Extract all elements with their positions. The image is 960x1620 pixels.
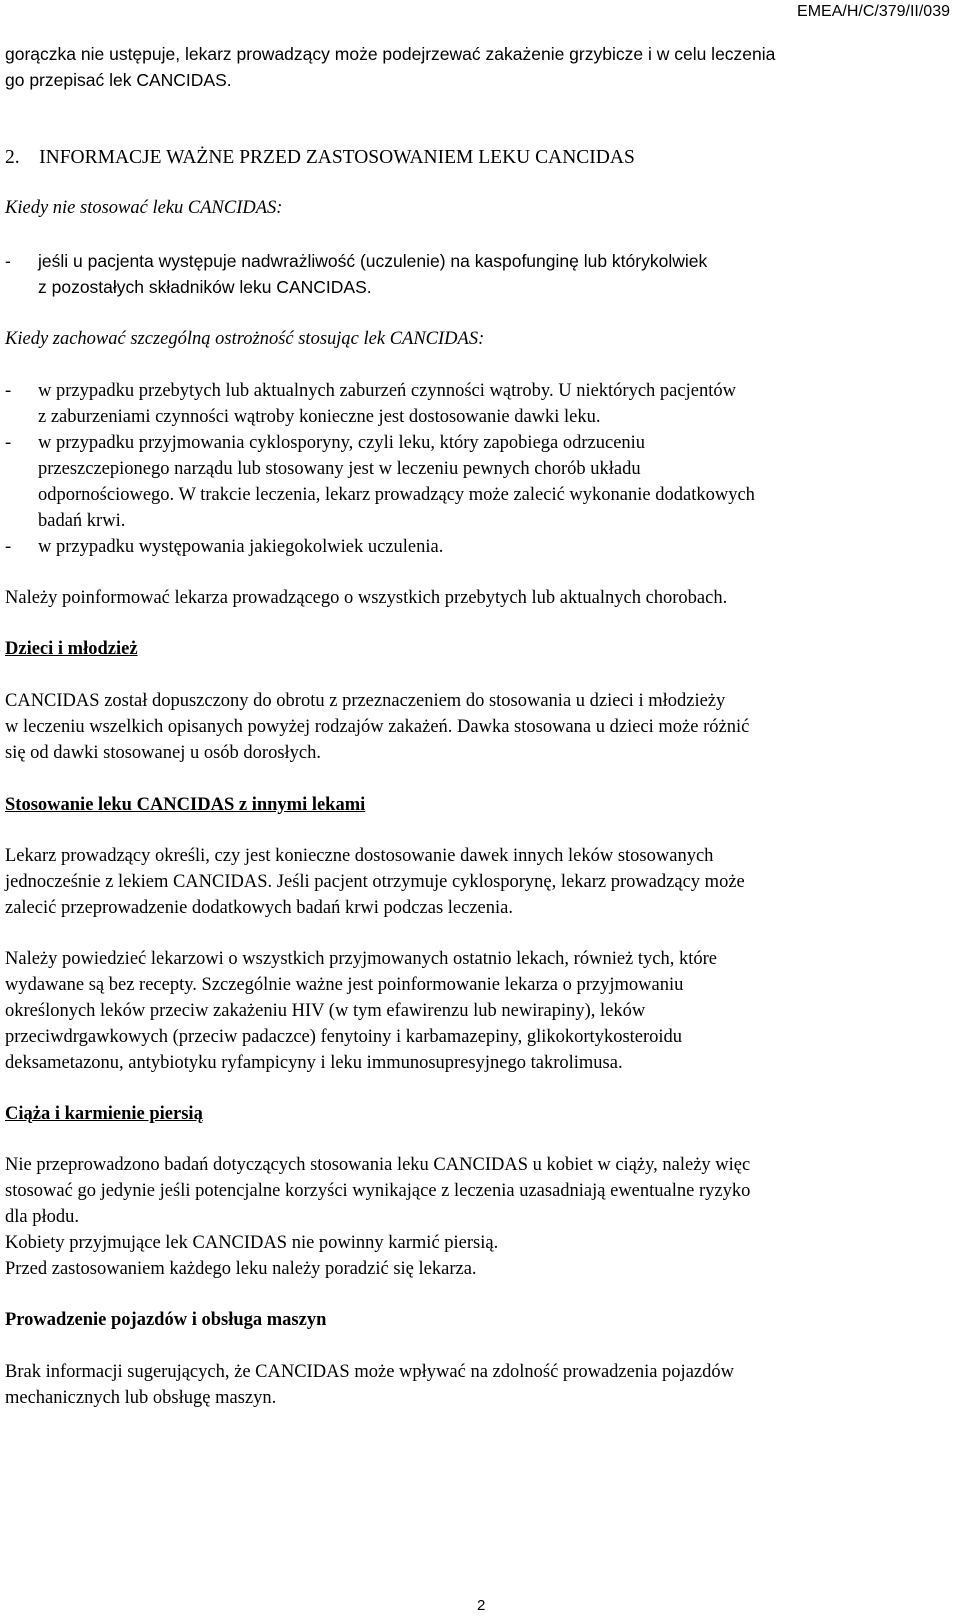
text-line: wydawane są bez recepty. Szczególnie ważne jest poinformowanie lekarza o przyjmowaniu <box>5 975 684 995</box>
text-line: z zaburzeniami czynności wątroby konieczne jest dostosowanie dawki leku. <box>38 407 601 427</box>
caution-list <box>5 378 940 560</box>
list-item <box>5 248 940 300</box>
interactions-paragraph-1 <box>5 843 940 921</box>
list-dash: - <box>5 251 11 271</box>
list-item-text <box>38 534 940 560</box>
document-reference: EMEA/H/C/379/II/039 <box>797 3 950 20</box>
text-line: zalecić przeprowadzenie dodatkowych badań krwi podczas leczenia. <box>5 898 513 918</box>
text-line: go przepisać lek CANCIDAS. <box>5 70 232 90</box>
text-line: Lekarz prowadzący określi, czy jest konieczne dostosowanie dawek innych leków stosowanych <box>5 846 714 866</box>
text-line: przeciwdrgawkowych (przeciw padaczce) fenytoiny i karbamazepiny, glikokortykosteroidu <box>5 1027 683 1047</box>
text-line: określonych leków przeciw zakażeniu HIV (w tym efawirenzu lub newirapiny), leków <box>5 1001 646 1021</box>
text-line: w leczeniu wszelkich opisanych powyżej rodzajów zakażeń. Dawka stosowana u dzieci może różnić <box>5 717 750 737</box>
pregnancy-heading: Ciąża i karmienie piersią <box>5 1104 203 1124</box>
pregnancy-paragraph <box>5 1152 940 1282</box>
text-line: w przypadku występowania jakiegokolwiek uczulenia. <box>38 537 444 557</box>
text-line: w przypadku przyjmowania cyklosporyny, czyli leku, który zapobiega odrzuceniu <box>38 433 646 453</box>
driving-heading: Prowadzenie pojazdów i obsługa maszyn <box>5 1310 327 1330</box>
list-item <box>5 378 940 430</box>
children-paragraph <box>5 688 940 766</box>
text-line: mechanicznych lub obsługę maszyn. <box>5 1388 277 1408</box>
list-dash: - <box>5 381 12 401</box>
list-item-text <box>38 430 940 534</box>
children-heading: Dzieci i młodzież <box>5 639 138 659</box>
text-line: się od dawki stosowanej u osób dorosłych. <box>5 743 322 763</box>
list-item <box>5 534 940 560</box>
inform-paragraph: Należy poinformować lekarza prowadzącego o wszystkich przebytych lub aktualnych chorobach. <box>5 588 728 608</box>
text-line: odpornościowego. W trakcie leczenia, lekarz prowadzący może zalecić wykonanie dodatkowych <box>38 485 755 505</box>
text-line: Przed zastosowaniem każdego leku należy poradzić się lekarza. <box>5 1259 477 1279</box>
driving-paragraph <box>5 1359 940 1411</box>
text-line: Nie przeprowadzono badań dotyczących stosowania leku CANCIDAS u kobiet w ciąży, należy więc <box>5 1155 751 1175</box>
list-item <box>5 430 940 534</box>
text-line: Brak informacji sugerujących, że CANCIDAS może wpływać na zdolność prowadzenia pojazdów <box>5 1362 734 1382</box>
text-line: z pozostałych składników leku CANCIDAS. <box>38 277 372 297</box>
page-number: 2 <box>477 1597 486 1614</box>
text-line: Należy powiedzieć lekarzowi o wszystkich przyjmowanych ostatnio lekach, również tych, które <box>5 949 717 969</box>
text-line: przeszczepionego narządu lub stosowany jest w leczeniu pewnych chorób układu <box>38 459 641 479</box>
text-line: Kobiety przyjmujące lek CANCIDAS nie powinny karmić piersią. <box>5 1233 499 1253</box>
text-line: jeśli u pacjenta występuje nadwrażliwość (uczulenie) na kaspofunginę lub którykolwiek <box>38 251 708 271</box>
text-line: CANCIDAS został dopuszczony do obrotu z przeznaczeniem do stosowania u dzieci i młodzieży <box>5 691 726 711</box>
text-line: stosować go jedynie jeśli potencjalne korzyści wynikające z leczenia uzasadniają ewentualne ryzyko <box>5 1181 751 1201</box>
text-line: dla płodu. <box>5 1207 79 1227</box>
when-not-heading: Kiedy nie stosować leku CANCIDAS: <box>5 198 283 218</box>
intro-paragraph <box>5 41 940 93</box>
interactions-heading: Stosowanie leku CANCIDAS z innymi lekami <box>5 795 366 815</box>
list-item-text <box>38 248 940 300</box>
section-heading: 2. INFORMACJE WAŻNE PRZED ZASTOSOWANIEM LEKU CANCIDAS <box>5 147 635 168</box>
list-dash: - <box>5 537 12 557</box>
when-not-list <box>5 248 940 300</box>
text-line: w przypadku przebytych lub aktualnych zaburzeń czynności wątroby. U niektórych pacjentów <box>38 381 736 401</box>
list-dash: - <box>5 433 12 453</box>
caution-heading: Kiedy zachować szczególną ostrożność stosując lek CANCIDAS: <box>5 329 485 349</box>
interactions-paragraph-2 <box>5 946 940 1076</box>
text-line: badań krwi. <box>38 511 126 531</box>
list-item-text <box>38 378 940 430</box>
text-line: gorączka nie ustępuje, lekarz prowadzący może podejrzewać zakażenie grzybicze i w celu leczenia <box>5 44 776 64</box>
text-line: deksametazonu, antybiotyku ryfampicyny i leku immunosupresyjnego takrolimusa. <box>5 1053 623 1073</box>
text-line: jednocześnie z lekiem CANCIDAS. Jeśli pacjent otrzymuje cyklosporynę, lekarz prowadzący może <box>5 872 745 892</box>
